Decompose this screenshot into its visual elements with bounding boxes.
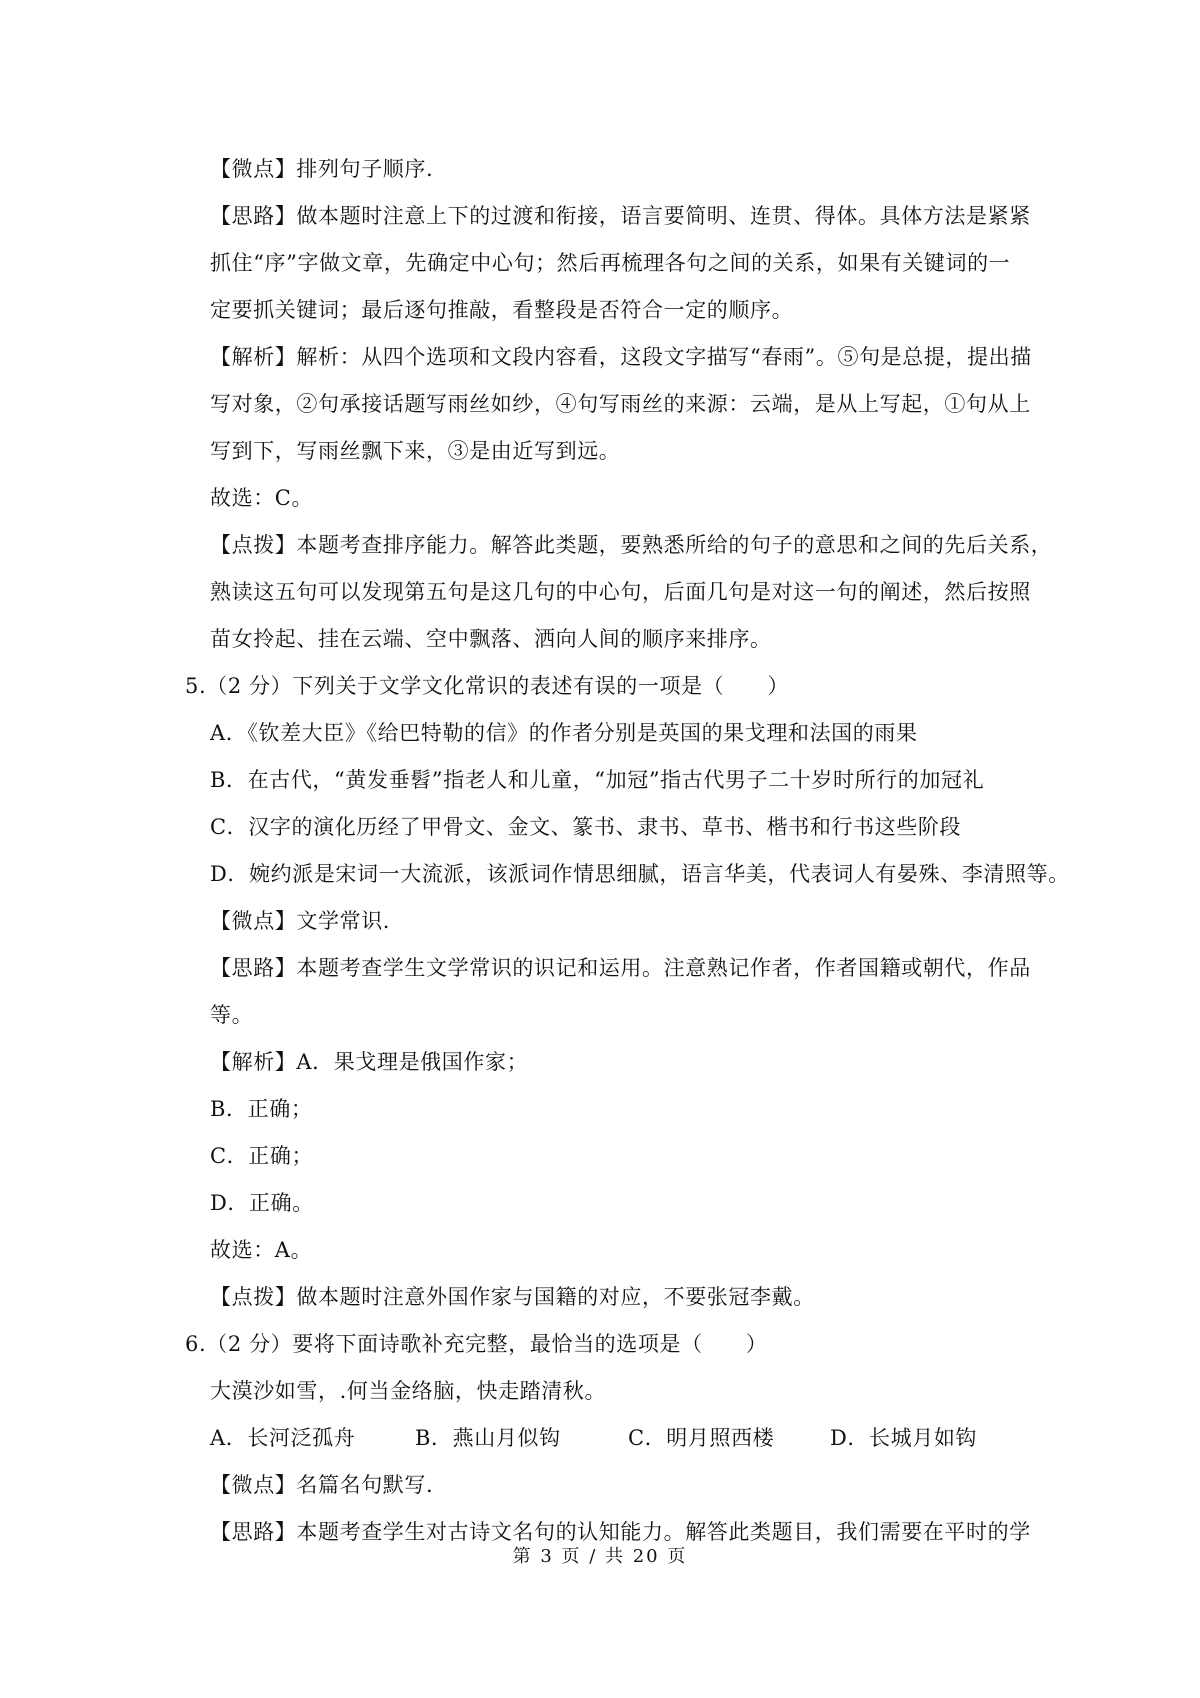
question-line: 6.（2 分）要将下面诗歌补充完整，最恰当的选项是（ ） (185, 1332, 768, 1356)
text-line: 写对象，②句承接话题写雨丝如纱，④句写雨丝的来源：云端，是从上写起，①句从上 (210, 392, 1031, 416)
text-line: 等。 (210, 1003, 254, 1027)
text-line: B．在古代，“黄发垂髫”指老人和儿童，“加冠”指古代男子二十岁时所行的加冠礼 (210, 768, 985, 792)
text-line: 【思路】做本题时注意上下的过渡和衔接，语言要简明、连贯、得体。具体方法是紧紧 (210, 204, 1031, 228)
text-line: 故选：A。 (210, 1238, 313, 1262)
text-line: 【微点】名篇名句默写. (210, 1473, 434, 1497)
text-line: 【思路】本题考查学生对古诗文名句的认知能力。解答此类题目，我们需要在平时的学 (210, 1520, 1031, 1544)
text-line: C．正确； (210, 1144, 314, 1168)
text-line: 【点拨】本题考查排序能力。解答此类题，要熟悉所给的句子的意思和之间的先后关系， (210, 533, 1053, 557)
text-line: 熟读这五句可以发现第五句是这几句的中心句，后面几句是对这一句的阐述，然后按照 (210, 580, 1031, 604)
text-line: 苗女拎起、挂在云端、空中飘落、洒向人间的顺序来排序。 (210, 627, 772, 651)
text-line: 故选：C。 (210, 486, 314, 510)
text-line: D．正确。 (210, 1191, 314, 1215)
text-line: 【微点】文学常识. (210, 909, 391, 933)
text-line: 【点拨】做本题时注意外国作家与国籍的对应，不要张冠李戴。 (210, 1285, 815, 1309)
option-c: C．明月照西楼 (628, 1426, 775, 1450)
option-a: A．长河泛孤舟 (210, 1426, 356, 1450)
text-line: 写到下，写雨丝飘下来，③是由近写到远。 (210, 439, 621, 463)
text-line: C．汉字的演化历经了甲骨文、金文、篆书、隶书、草书、楷书和行书这些阶段 (210, 815, 962, 839)
text-line: 【解析】解析：从四个选项和文段内容看，这段文字描写“春雨”。⑤句是总提，提出描 (210, 345, 1032, 369)
text-line: 定要抓关键词；最后逐句推敲，看整段是否符合一定的顺序。 (210, 298, 794, 322)
text-line: D．婉约派是宋词一大流派，该派词作情思细腻，语言华美，代表词人有晏殊、李清照等。 (210, 862, 1070, 886)
text-line: B．正确； (210, 1097, 313, 1121)
question-line: 5.（2 分）下列关于文学文化常识的表述有误的一项是（ ） (185, 674, 790, 698)
option-d: D．长城月如钩 (830, 1426, 978, 1450)
page-footer: 第 3 页 / 共 20 页 (512, 1546, 688, 1567)
text-line: 【微点】排列句子顺序. (210, 157, 434, 181)
option-b: B．燕山月似钩 (415, 1426, 561, 1450)
text-line: 抓住“序”字做文章，先确定中心句；然后再梳理各句之间的关系，如果有关键词的一 (210, 251, 1011, 275)
text-line: 【解析】A．果戈理是俄国作家； (210, 1050, 529, 1074)
text-line: 【思路】本题考查学生文学常识的识记和运用。注意熟记作者，作者国籍或朝代，作品 (210, 956, 1031, 980)
text-line: 大漠沙如雪，.何当金络脑，快走踏清秋。 (210, 1379, 607, 1403)
text-line: A．《钦差大臣》《给巴特勒的信》的作者分别是英国的果戈理和法国的雨果 (210, 721, 918, 745)
